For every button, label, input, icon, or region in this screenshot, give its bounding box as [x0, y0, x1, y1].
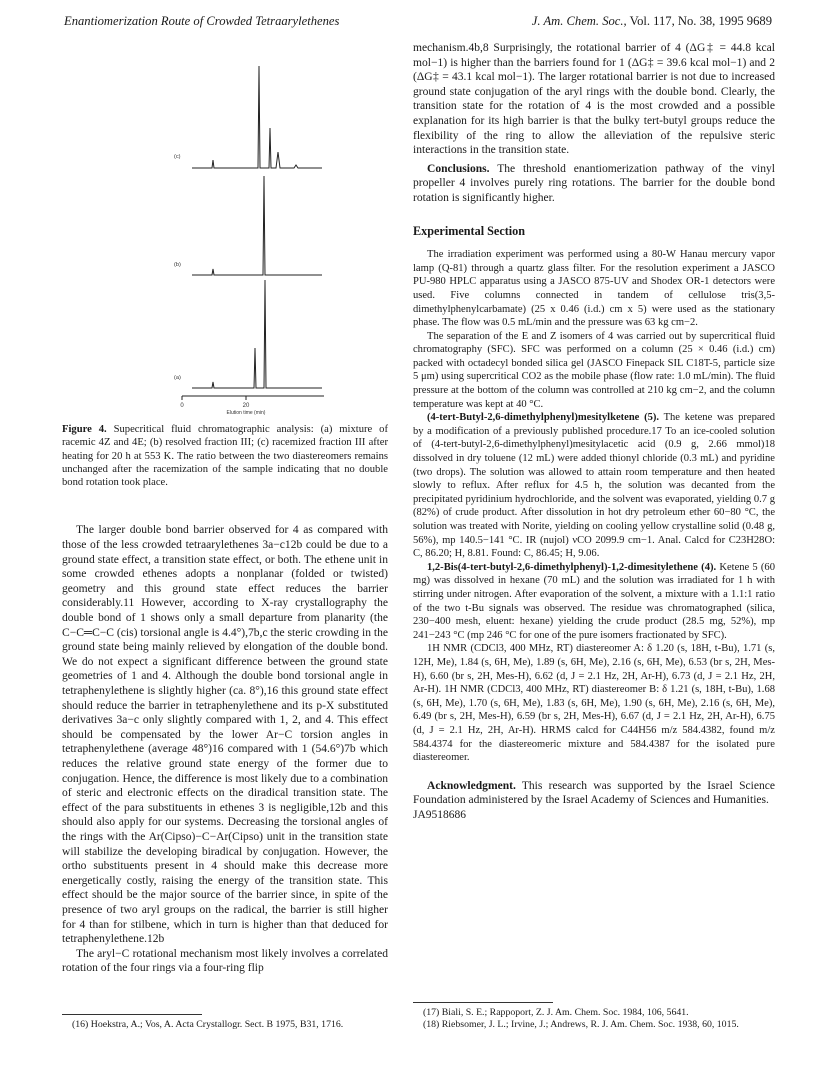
running-header-citation	[532, 14, 772, 29]
body-paragraph: The larger double bond barrier observed for 4 as compared with those of the less crowded tetraarylethenes 3a−c12b could be due to a ground state effect, a transition state effect, or both. The ethene unit in some crowded ethenes adopts a nonplanar (folded or twisted) geometry and this ground state effect reduces the barrier considerably.11 However, according to X-ray crystallography the double bond of 1 shows only a small departure from planarity (the C−C═C−C (cis) torsional angle is 4.4°),7b,c the steric crowding in the ground state being mainly relieved by elongation of the double bond. We do not expect a significant difference between the ground state geometries of 1 and 4. Although the double bond torsional angle in tetraphenylethene is slightly higher (ca. 8°),16 this ground state effect should reduce the barrier in tetraphenylethene and its p-X substituted derivatives 3a−c only slightly compared with 1, 2, and 4. This effect should be compensated by the lower Ar−C torsion angles in tetraphenylethene (average 48°)16 compared with 1 (54.6°)7b which reduces the relative ground state energy of the former due to conjugation. Hence, the difference is most likely due to a combination of steric and electronic effects on the diradical transition state. The effect of the para substituents in ethenes 3 is negligible,12b and this should also apply for our systems. Decreasing the torsional angles of the rings with the Ar(Cipso)−C−Ar(Cipso) unit in the transition state will stabilize the developing biradical by conjugation. However, the ortho substituents present in 4 should make this decrease more energetically costly, raising the energy of the transition state. This effect should be the major source of the barrier since, in spite of the presence of two aryl groups on the radical, the barrier is still higher for 4 than for stilbene, which in turn is higher than that deduced for tetraphenylethene.12b	[62, 524, 388, 946]
compound-5-paragraph	[413, 411, 775, 561]
left-column	[62, 48, 388, 976]
trace-label-b: (b)	[174, 262, 181, 268]
trace-a	[192, 280, 322, 388]
compound-5-heading: (4-tert-Butyl-2,6-dimethylphenyl)mesitylketene (5).	[427, 412, 660, 424]
figure-4	[62, 48, 388, 478]
nmr-paragraph: 1H NMR (CDCl3, 400 MHz, RT) diastereomer A: δ 1.20 (s, 18H, t-Bu), 1.71 (s, 12H, Me), 1.84 (s, 6H, Me), 1.89 (s, 6H, Me), 2.16 (s, 6H, Me), 6.53 (br s, 2H, Mes-H), 6.60 (br s, 2H, Mes-H), 6.62 (d, J = 2.1 Hz, 2H, Ar-H), 6.73 (d, J = 2.1 Hz, 2H, Ar-H). 1H NMR (CDCl3, 400 MHz, RT) diastereomer B: δ 1.21 (s, 18H, t-Bu), 1.68 (s, 6H, Me), 1.70 (s, 6H, Me), 1.83 (s, 6H, Me), 1.90 (s, 6H, Me), 2.16 (s, 6H, Me), 6.49 (br s, 2H, Mes-H), 6.59 (br s, 2H, Mes-H), 6.67 (d, J = 2.1 Hz, 2H, Ar-H), 6.75 (d, J = 2.1 Hz, 2H, Ar-H). HRMS calcd for C44H56 m/z 584.4382, found m/z 584.4374 for the diastereomeric mixture and 584.4387 for the isolated pure diastereomer.	[413, 643, 775, 764]
journal-name: J. Am. Chem. Soc.,	[531, 14, 627, 28]
trace-c	[192, 66, 322, 168]
compound-5-text: The ketene was prepared by a modification of a previously published procedure.17 To an ice-cooled solution of (4-tert-butyl-2,6-dimethylphenyl)mesitylacetic acid (0.9 g, 2.66 mmol)18 dissolved in dry toluene (12 mL) were added thionyl chloride (0.3 mL) and pyridine (two drops). The solution was allowed to attain room temperature and then heated slowly to reflux. After reflux for 4.5 h, the solution was decanted from the precipitated pyridinium hydrochloride, and the solvent was evaporated, yielding 0.7 g (82%) of crude product. After dissolution in hot dry petroleum ether 60−80 °C, the solution was treated with Norite, yielding on cooling yellow crystalline solid (0.48 g, 56%), mp 140.5−141 °C. IR (nujol) νCO 2099.9 cm−1. Anal. Calcd for C23H28O: C, 86.20; H, 8.81. Found: C, 86.45; H, 9.06.	[413, 412, 776, 560]
figure-caption-label: Figure 4.	[62, 424, 107, 435]
conclusions-heading: Conclusions.	[427, 162, 490, 175]
x-tick-label-0: 0	[180, 403, 184, 409]
right-column	[413, 41, 775, 822]
body-paragraph: The aryl−C rotational mechanism most likely involves a correlated rotation of the four rings via a four-ring flip	[62, 947, 388, 975]
experimental-paragraph: The irradiation experiment was performed using a 80-W Hanau mercury vapor lamp (Q-81) through a quartz glass filter. For the resolution experiment a JASCO PU-980 HPLC apparatus using a JASCO 875-UV and Shodex OR-1 detectors were used. Five columns connected in tandem of cellulose tris(3,5-dimethylphenylcarbamate) (25 x 0.46 (i.d.) cm x 5) were used as the stationary phase. The flow was 0.5 mL/min and the pressure was 63 kg cm−2.	[413, 249, 775, 329]
trace-b	[192, 176, 322, 275]
footnote-16: (16) Hoekstra, A.; Vos, A. Acta Crystallogr. Sect. B 1975, B31, 1716.	[72, 1019, 344, 1030]
acknowledgment-text: This research was supported by the Israel Science Foundation administered by the Israel Academy of Sciences and Humanities.	[413, 779, 775, 807]
compound-4-heading: 1,2-Bis(4-tert-butyl-2,6-dimethylphenyl)-1,2-dimesitylethene (4).	[427, 561, 717, 573]
footnote-18: (18) Riebsomer, J. L.; Irvine, J.; Andrews, R. J. Am. Chem. Soc. 1938, 60, 1015.	[423, 1019, 739, 1031]
x-axis-label: Elution time (min)	[226, 410, 266, 416]
experimental-section-heading: Experimental Section	[413, 223, 526, 238]
x-tick-label-20: 20	[242, 403, 250, 409]
footnote-rule	[413, 1002, 553, 1003]
volume-page: Vol. 117, No. 38, 1995 9689	[629, 14, 772, 28]
footnote-17: (17) Biali, S. E.; Rappoport, Z. J. Am. Chem. Soc. 1984, 106, 5641.	[423, 1007, 689, 1018]
acknowledgment-paragraph	[413, 779, 775, 808]
chromatogram-plot	[62, 48, 388, 478]
footnotes-left	[62, 1014, 388, 1031]
conclusions-paragraph	[413, 162, 775, 206]
running-header-title: Enantiomerization Route of Crowded Tetraarylethenes	[64, 14, 340, 28]
compound-4-text: Ketene 5 (60 mg) was dissolved in hexane (70 mL) and the solution was irradiated for 1 h with stirring under nitrogen. After evaporation of the solvent, a mixture with a 1.1:1 ratio of the two t-Bu signals was observed. The residue was chromatographed (silica, 230−400 mesh, eluent: hexane) yielding the crude product (28.5 mg, 52%), mp 241−243 °C (mp 246 °C for one of the pure isomers fractionated by SFC).	[413, 561, 775, 641]
figure-caption-text: Supecritical fluid chromatographic analysis: (a) mixture of racemic 4Z and 4E; (b) resolved fraction III; (c) racemized fraction III after heating for 20 h at 553 K. The ratio between the two diastereomers remains unchanged after the racemization of the sample indicating that no double bond rotation took place.	[62, 424, 388, 489]
manuscript-code: JA9518686	[413, 808, 467, 821]
footnotes-right	[413, 1002, 775, 1032]
trace-label-c: (c)	[174, 154, 181, 160]
experimental-paragraph: The separation of the E and Z isomers of 4 was carried out by supercritical fluid chromatography (SFC). SFC was performed on a column (25 × 0.46 (i.d.) cm) packed with octadecyl bonded silica gel (JASCO Finepack SIL C18T-5, particle size 5 μm) using supercritical CO2 as the mobile phase (flow rate: 1.0 mL/min). The fluid pressure at the bottom of the column was controlled at 210 kg cm−2, and the column temperature was kept at 40 °C.	[413, 330, 775, 410]
conclusions-text: The threshold enantiomerization pathway of the vinyl propeller 4 involves purely ring rotations. The barrier for the double bond rotation is significantly higher.	[413, 162, 775, 204]
compound-4-paragraph	[413, 561, 775, 643]
trace-label-a: (a)	[174, 375, 181, 381]
acknowledgment-heading: Acknowledgment.	[427, 779, 516, 792]
footnote-rule	[62, 1014, 202, 1015]
body-paragraph: mechanism.4b,8 Surprisingly, the rotational barrier of 4 (ΔG‡ = 44.8 kcal mol−1) is higher than the barriers found for 1 (ΔG‡ = 39.6 kcal mol−1) and 2 (ΔG‡ = 43.1 kcal mol−1). The larger rotational barrier is not due to increased ground state conjugation of the aryl rings with the double bond. Clearly, the transition state for the rotation of 4 is the most crowded and a possible explanation for its high barrier is that the bulky tert-butyl groups reduce the flexibility of the ring to allow the alleviation of the repulsive steric interactions in the transition state.	[413, 42, 775, 157]
